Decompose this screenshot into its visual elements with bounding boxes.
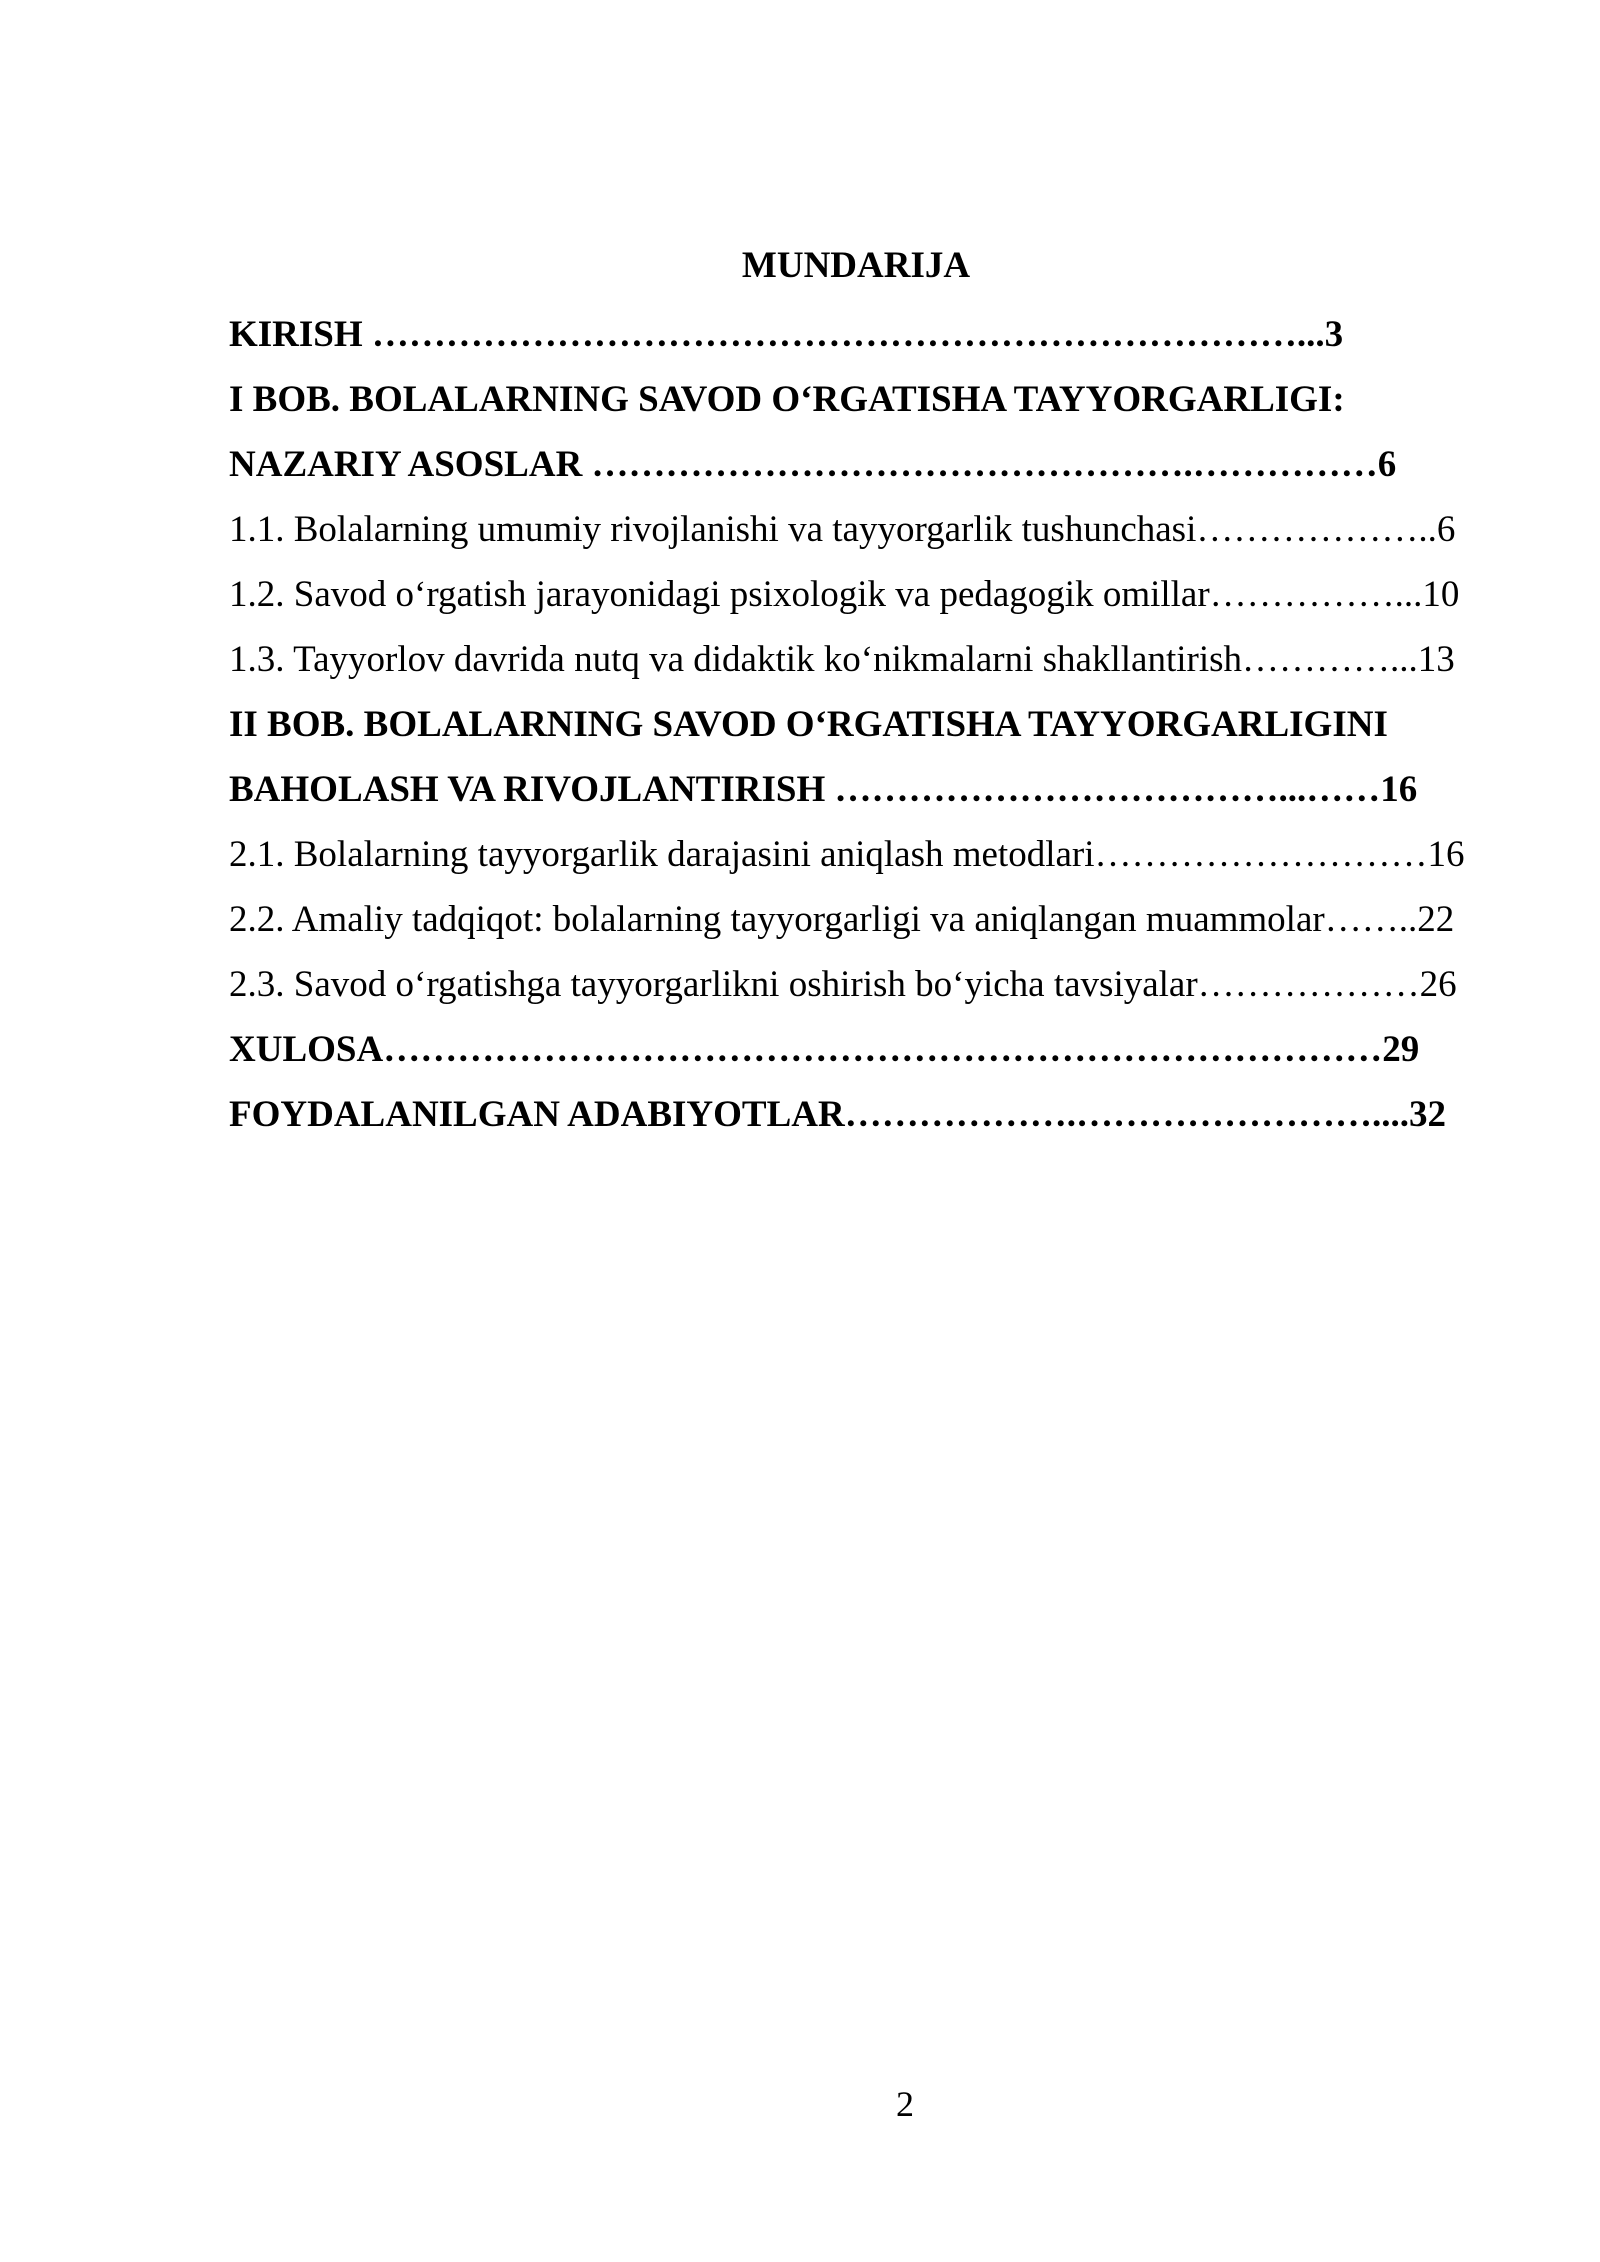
toc-section-2-3: 2.3. Savod o‘rgatishga tayyorgarlikni oshirish bo‘yicha tavsiyalar………………26 [229,964,1457,1005]
toc-chapter-2-heading-continued: BAHOLASH VA RIVOJLANTIRISH ………………………………...……16 [229,769,1418,810]
toc-title: MUNDARIJA [741,245,971,286]
toc-entry-kirish: KIRISH …………………………………………………………………...3 [229,314,1344,355]
toc-entry-xulosa: XULOSA………………………………………………………………………29 [229,1029,1420,1070]
toc-section-1-3: 1.3. Tayyorlov davrida nutq va didaktik ko‘nikmalarni shakllantirish…………...13 [229,639,1455,680]
toc-section-1-2: 1.2. Savod o‘rgatish jarayonidagi psixologik va pedagogik omillar……………...10 [229,574,1460,615]
toc-chapter-2-heading: II BOB. BOLALARNING SAVOD O‘RGATISHA TAYYORGARLIGINI [229,704,1388,745]
toc-section-2-1: 2.1. Bolalarning tayyorgarlik darajasini aniqlash metodlari………………………16 [229,834,1465,875]
toc-entry-adabiyotlar: FOYDALANILGAN ADABIYOTLAR……………….……………………....32 [229,1094,1446,1135]
toc-section-2-2: 2.2. Amaliy tadqiqot: bolalarning tayyorgarligi va aniqlangan muammolar……..22 [229,899,1455,940]
toc-section-1-1: 1.1. Bolalarning umumiy rivojlanishi va tayyorgarlik tushunchasi………………..6 [229,509,1456,550]
table-of-contents [229,302,1489,1147]
page-number: 2 [896,2084,914,2124]
toc-chapter-1-heading: I BOB. BOLALARNING SAVOD O‘RGATISHA TAYYORGARLIGI: [229,379,1345,420]
toc-chapter-1-heading-continued: NAZARIY ASOSLAR ………………………………………….……………6 [229,444,1397,485]
